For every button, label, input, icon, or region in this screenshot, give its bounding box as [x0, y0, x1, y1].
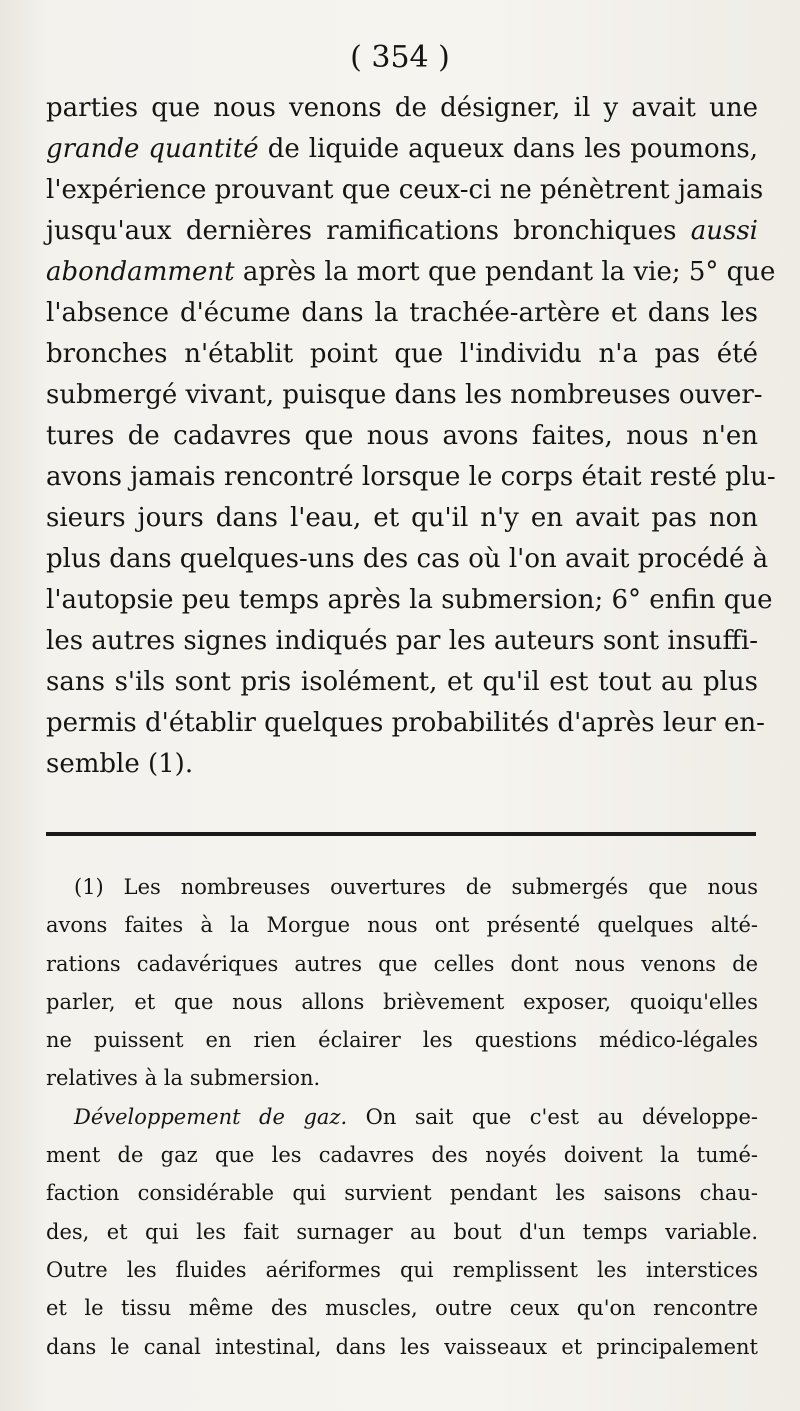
body-text-line — [46, 334, 758, 375]
italic-text: Développement de gaz. — [74, 1104, 348, 1129]
text-segment: avons jamais rencontré lorsque le corps était resté plu- — [46, 462, 776, 492]
text-segment: avons faites à la Morgue nous ont présenté quelques alté- — [46, 913, 758, 938]
text-segment: permis d'établir quelques probabilités d'après leur en- — [46, 708, 765, 738]
footnote-block — [46, 868, 758, 1366]
text-segment: ne puissent en rien éclairer les questions médico-légales — [46, 1028, 758, 1053]
text-segment: bronches n'établit point que l'individu n'a pas été — [46, 339, 758, 369]
page-number: ( 354 ) — [350, 40, 450, 75]
footnote-text-line — [46, 1289, 758, 1327]
text-segment: On sait que c'est au développe- — [347, 1104, 758, 1129]
footnote-text-line — [46, 1136, 758, 1174]
text-segment: submergé vivant, puisque dans les nombreuses ouver- — [46, 380, 763, 410]
footnote-separator-rule — [46, 832, 756, 836]
text-segment: tures de cadavres que nous avons faites, nous n'en — [46, 421, 758, 451]
body-text-line — [46, 88, 758, 129]
text-segment: (1) Les nombreuses ouvertures de submergés que nous — [74, 875, 758, 899]
body-text-line — [46, 129, 758, 170]
text-segment: plus dans quelques-uns des cas où l'on avait procédé à — [46, 544, 769, 574]
text-segment: sieurs jours dans l'eau, et qu'il n'y en avait pas non — [46, 503, 758, 533]
footnote-text-line — [46, 1328, 758, 1366]
footnote-text-line — [46, 906, 758, 944]
italic-text: abondamment — [46, 257, 235, 287]
text-segment: Outre les fluides aériformes qui remplissent les interstices — [46, 1257, 758, 1282]
italic-text: grande quantité — [46, 134, 259, 164]
text-segment: parler, et que nous allons brièvement exposer, quoiqu'elles — [46, 989, 758, 1014]
text-segment: jusqu'aux dernières ramifications bronchiques — [46, 216, 691, 246]
text-segment: des, et qui les fait surnager au bout d'un temps variable. — [46, 1219, 758, 1244]
text-segment: semble (1). — [46, 749, 194, 779]
text-segment: après la mort que pendant la vie; 5° que — [234, 257, 776, 287]
text-segment: l'expérience prouvant que ceux-ci ne pénètrent jamais — [46, 175, 764, 205]
main-text-block — [46, 88, 776, 785]
footnote-text-line — [46, 1059, 758, 1097]
text-segment: sans s'ils sont pris isolément, et qu'il est tout au plus — [46, 667, 758, 697]
text-segment: l'absence d'écume dans la trachée-artère et dans les — [46, 298, 758, 328]
body-text-line — [46, 293, 758, 334]
body-text-line — [46, 170, 764, 211]
text-segment: de liquide aqueux dans les poumons, — [258, 134, 758, 164]
footnote-text-line — [46, 868, 758, 906]
footnote-text-line — [46, 945, 758, 983]
footnote-text-line — [46, 1021, 758, 1059]
body-text-line — [46, 498, 758, 539]
body-text-line — [46, 621, 758, 662]
footnote-text-line — [46, 1213, 758, 1251]
text-segment: et le tissu même des muscles, outre ceux qu'on rencontre — [46, 1296, 758, 1321]
footnote-text-line — [46, 1251, 758, 1289]
body-text-line — [46, 211, 758, 252]
body-text-line — [46, 744, 758, 785]
body-text-line — [46, 539, 769, 580]
body-text-line — [46, 375, 763, 416]
text-segment: l'autopsie peu temps après la submersion; 6° enfin que — [46, 585, 773, 615]
body-text-line — [46, 252, 776, 293]
text-segment: dans le canal intestinal, dans les vaisseaux et principalement — [46, 1334, 758, 1359]
footnote-text-line — [46, 1098, 758, 1136]
text-segment: faction considérable qui survient pendant les saisons chau- — [46, 1181, 758, 1206]
text-segment: les autres signes indiqués par les auteurs sont insuffi- — [46, 626, 759, 656]
body-text-line — [46, 703, 765, 744]
text-segment: rations cadavériques autres que celles dont nous venons de — [46, 951, 758, 976]
text-segment: parties que nous venons de désigner, il y avait une — [46, 93, 758, 123]
body-text-line — [46, 580, 773, 621]
footnote-text-line — [46, 1174, 758, 1212]
text-segment: relatives à la submersion. — [46, 1066, 321, 1091]
italic-text: aussi — [690, 216, 758, 246]
body-text-line — [46, 457, 776, 498]
body-text-line — [46, 416, 758, 457]
body-text-line — [46, 662, 758, 703]
footnote-text-line — [46, 983, 758, 1021]
text-segment: ment de gaz que les cadavres des noyés doivent la tumé- — [46, 1143, 758, 1168]
